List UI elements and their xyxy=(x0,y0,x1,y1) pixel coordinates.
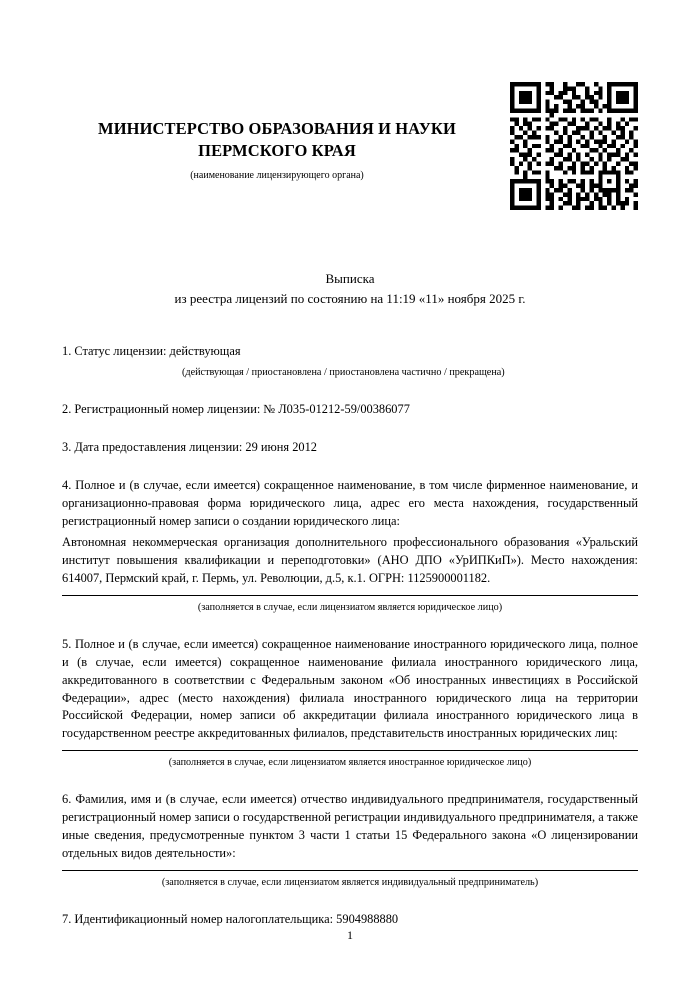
item-5 xyxy=(62,636,638,772)
item-6 xyxy=(62,791,638,891)
item-4-heading: 4. Полное и (в случае, если имеется) сокращенное наименование, в том числе фирменное наименование, и организационно-правовая форма юридического лица, адрес его места нахождения, государственный регистрационный номер записи о создании юридического лица: xyxy=(62,477,638,528)
item-7 xyxy=(62,911,638,929)
item-6-note: (заполняется в случае, если лицензиатом является индивидуальный предприниматель) xyxy=(161,877,539,889)
header-subtitle: (наименование лицензирующего органа) xyxy=(190,169,364,181)
page-number: 1 xyxy=(347,928,353,942)
doc-title-line1: Выписка xyxy=(325,270,375,286)
item-5-heading: 5. Полное и (в случае, если имеется) сокращенное наименование иностранного юридического лица, полное и (в случае, если имеется) сокращенное наименование филиала иностранного юридического лица, аккредитованного в соответствии с Федеральным законом «Об иностранных инвестициях в Российской Федерации», адрес (место нахождения) филиала иностранного юридического лица на территории Российской Федерации, номер записи об аккредитации филиала иностранного юридического лица в государственном реестре аккредитованных филиалов, представительств иностранных юридических лиц: xyxy=(62,636,638,741)
qr-code-icon xyxy=(510,82,638,210)
divider xyxy=(62,595,638,596)
document-type-title xyxy=(62,269,638,311)
item-6-heading: 6. Фамилия, имя и (в случае, если имеется) отчество индивидуального предпринимателя, государственный регистрационный номер записи о государственной регистрации индивидуального предпринимателя, а также иные сведения, предусмотренные пунктом 3 части 1 статьи 15 Федерального закона «О лицензировании отдельных видов деятельности»: xyxy=(62,792,638,861)
item-1-note: (действующая / приостановлена / приостановлена частично / прекращена) xyxy=(182,367,505,379)
item-1-heading: 1. Статус лицензии: действующая xyxy=(62,344,241,359)
item-2 xyxy=(62,401,638,419)
item-4-body: Автономная некоммерческая организация дополнительного профессионального образования «Уральский институт повышения квалификации и переподготовки» (АНО ДПО «УрИПКиП»). Место нахождения: 614007, Пермский край, г. Пермь, ул. Революции, д.5, к.1. ОГРН: 1125900001182. xyxy=(62,534,638,585)
page-title: МИНИСТЕРСТВО ОБРАЗОВАНИЯ И НАУКИ ПЕРМСКОГО КРАЯ xyxy=(98,119,456,161)
doc-title-line2: из реестра лицензий по состоянию на 11:19 «11» ноября 2025 г. xyxy=(174,291,526,307)
item-7-heading: 7. Идентификационный номер налогоплательщика: 5904988880 xyxy=(62,911,399,926)
divider xyxy=(62,870,638,871)
item-4 xyxy=(62,477,638,616)
item-5-note: (заполняется в случае, если лицензиатом является иностранное юридическое лицо) xyxy=(168,757,532,769)
item-1 xyxy=(62,343,638,381)
item-2-heading: 2. Регистрационный номер лицензии: № Л035-01212-59/00386077 xyxy=(62,401,410,416)
item-3-heading: 3. Дата предоставления лицензии: 29 июня 2012 xyxy=(62,439,318,454)
divider xyxy=(62,750,638,751)
item-3 xyxy=(62,439,638,457)
document-header xyxy=(62,0,492,181)
item-4-note: (заполняется в случае, если лицензиатом является юридическое лицо) xyxy=(197,601,503,613)
